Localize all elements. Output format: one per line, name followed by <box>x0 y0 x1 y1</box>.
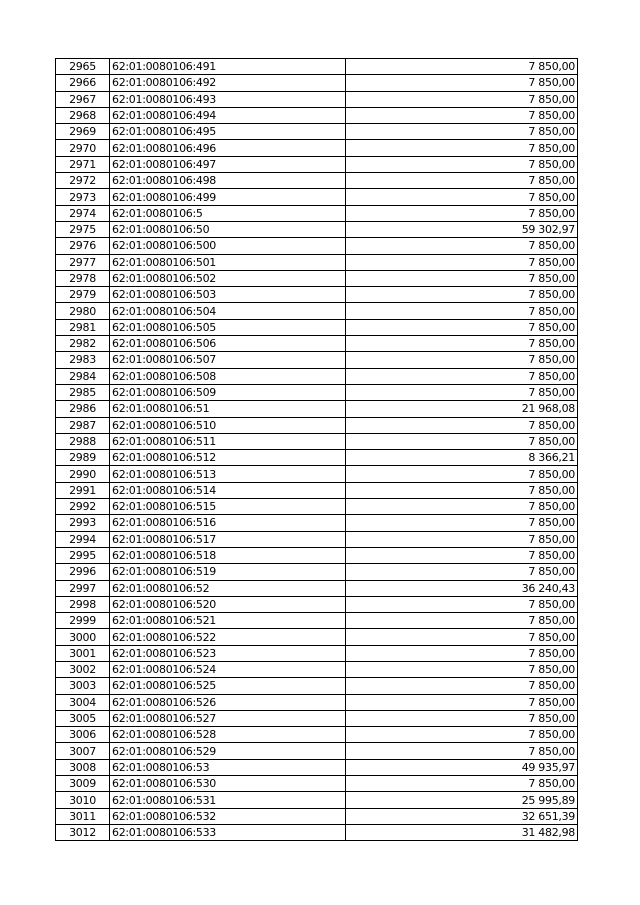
cadastral-number-cell: 62:01:0080106:516 <box>110 515 346 531</box>
cadastral-value-cell: 7 850,00 <box>346 531 578 547</box>
cadastral-value-cell: 7 850,00 <box>346 173 578 189</box>
table-row <box>56 710 578 726</box>
cadastral-number-cell: 62:01:0080106:532 <box>110 808 346 824</box>
cadastral-value-cell: 7 850,00 <box>346 710 578 726</box>
row-number-cell: 2995 <box>56 547 110 563</box>
table-row <box>56 336 578 352</box>
cadastral-value-cell: 7 850,00 <box>346 547 578 563</box>
cadastral-number-cell: 62:01:0080106:533 <box>110 824 346 840</box>
cadastral-value-cell: 7 850,00 <box>346 189 578 205</box>
table-row <box>56 776 578 792</box>
cadastral-value-cell: 7 850,00 <box>346 238 578 254</box>
cadastral-number-cell: 62:01:0080106:514 <box>110 482 346 498</box>
table-row <box>56 759 578 775</box>
table-row <box>56 499 578 515</box>
row-number-cell: 2978 <box>56 270 110 286</box>
table-row <box>56 254 578 270</box>
table-row <box>56 580 578 596</box>
table-row <box>56 221 578 237</box>
table-row <box>56 596 578 612</box>
row-number-cell: 2972 <box>56 173 110 189</box>
cadastral-value-cell: 25 995,89 <box>346 792 578 808</box>
cadastral-number-cell: 62:01:0080106:498 <box>110 173 346 189</box>
document-page <box>55 58 577 841</box>
cadastral-number-cell: 62:01:0080106:505 <box>110 319 346 335</box>
cadastral-number-cell: 62:01:0080106:527 <box>110 710 346 726</box>
row-number-cell: 2985 <box>56 384 110 400</box>
cadastral-value-cell: 7 850,00 <box>346 776 578 792</box>
cadastral-number-cell: 62:01:0080106:526 <box>110 694 346 710</box>
cadastral-number-cell: 62:01:0080106:518 <box>110 547 346 563</box>
table-row <box>56 808 578 824</box>
cadastral-value-cell: 7 850,00 <box>346 270 578 286</box>
row-number-cell: 2979 <box>56 287 110 303</box>
row-number-cell: 3001 <box>56 645 110 661</box>
row-number-cell: 2999 <box>56 613 110 629</box>
cadastral-value-cell: 7 850,00 <box>346 368 578 384</box>
table-row <box>56 547 578 563</box>
table-body <box>56 59 578 841</box>
table-row <box>56 75 578 91</box>
table-row <box>56 91 578 107</box>
table-row <box>56 417 578 433</box>
row-number-cell: 2986 <box>56 401 110 417</box>
row-number-cell: 2971 <box>56 156 110 172</box>
row-number-cell: 2990 <box>56 466 110 482</box>
cadastral-value-cell: 7 850,00 <box>346 727 578 743</box>
cadastral-value-table <box>55 58 578 841</box>
table-row <box>56 645 578 661</box>
table-row <box>56 433 578 449</box>
cadastral-value-cell: 7 850,00 <box>346 743 578 759</box>
cadastral-number-cell: 62:01:0080106:500 <box>110 238 346 254</box>
cadastral-value-cell: 7 850,00 <box>346 124 578 140</box>
table-row <box>56 156 578 172</box>
cadastral-number-cell: 62:01:0080106:499 <box>110 189 346 205</box>
row-number-cell: 2994 <box>56 531 110 547</box>
cadastral-number-cell: 62:01:0080106:504 <box>110 303 346 319</box>
cadastral-value-cell: 7 850,00 <box>346 629 578 645</box>
table-row <box>56 189 578 205</box>
row-number-cell: 3007 <box>56 743 110 759</box>
row-number-cell: 2974 <box>56 205 110 221</box>
row-number-cell: 3002 <box>56 661 110 677</box>
cadastral-number-cell: 62:01:0080106:528 <box>110 727 346 743</box>
cadastral-number-cell: 62:01:0080106:513 <box>110 466 346 482</box>
row-number-cell: 3011 <box>56 808 110 824</box>
cadastral-value-cell: 7 850,00 <box>346 140 578 156</box>
cadastral-value-cell: 7 850,00 <box>346 596 578 612</box>
cadastral-number-cell: 62:01:0080106:510 <box>110 417 346 433</box>
table-row <box>56 384 578 400</box>
cadastral-number-cell: 62:01:0080106:511 <box>110 433 346 449</box>
table-row <box>56 173 578 189</box>
cadastral-value-cell: 31 482,98 <box>346 824 578 840</box>
cadastral-value-cell: 7 850,00 <box>346 254 578 270</box>
cadastral-number-cell: 62:01:0080106:493 <box>110 91 346 107</box>
cadastral-value-cell: 7 850,00 <box>346 482 578 498</box>
row-number-cell: 2997 <box>56 580 110 596</box>
cadastral-value-cell: 7 850,00 <box>346 564 578 580</box>
cadastral-value-cell: 7 850,00 <box>346 515 578 531</box>
cadastral-value-cell: 7 850,00 <box>346 91 578 107</box>
cadastral-number-cell: 62:01:0080106:524 <box>110 661 346 677</box>
table-row <box>56 205 578 221</box>
cadastral-number-cell: 62:01:0080106:531 <box>110 792 346 808</box>
table-row <box>56 743 578 759</box>
row-number-cell: 3000 <box>56 629 110 645</box>
table-row <box>56 352 578 368</box>
cadastral-number-cell: 62:01:0080106:5 <box>110 205 346 221</box>
table-row <box>56 482 578 498</box>
table-row <box>56 678 578 694</box>
cadastral-value-cell: 59 302,97 <box>346 221 578 237</box>
table-row <box>56 287 578 303</box>
cadastral-number-cell: 62:01:0080106:512 <box>110 450 346 466</box>
row-number-cell: 2993 <box>56 515 110 531</box>
cadastral-number-cell: 62:01:0080106:520 <box>110 596 346 612</box>
cadastral-number-cell: 62:01:0080106:53 <box>110 759 346 775</box>
table-row <box>56 450 578 466</box>
row-number-cell: 2998 <box>56 596 110 612</box>
cadastral-value-cell: 7 850,00 <box>346 645 578 661</box>
cadastral-value-cell: 7 850,00 <box>346 499 578 515</box>
cadastral-number-cell: 62:01:0080106:507 <box>110 352 346 368</box>
row-number-cell: 3008 <box>56 759 110 775</box>
cadastral-number-cell: 62:01:0080106:492 <box>110 75 346 91</box>
row-number-cell: 2968 <box>56 107 110 123</box>
cadastral-value-cell: 21 968,08 <box>346 401 578 417</box>
row-number-cell: 3012 <box>56 824 110 840</box>
cadastral-number-cell: 62:01:0080106:52 <box>110 580 346 596</box>
row-number-cell: 2966 <box>56 75 110 91</box>
row-number-cell: 2970 <box>56 140 110 156</box>
cadastral-number-cell: 62:01:0080106:530 <box>110 776 346 792</box>
row-number-cell: 3005 <box>56 710 110 726</box>
cadastral-value-cell: 7 850,00 <box>346 205 578 221</box>
row-number-cell: 3003 <box>56 678 110 694</box>
cadastral-value-cell: 7 850,00 <box>346 303 578 319</box>
row-number-cell: 2965 <box>56 59 110 75</box>
cadastral-value-cell: 7 850,00 <box>346 661 578 677</box>
cadastral-value-cell: 7 850,00 <box>346 156 578 172</box>
row-number-cell: 2996 <box>56 564 110 580</box>
table-row <box>56 303 578 319</box>
table-row <box>56 401 578 417</box>
row-number-cell: 2989 <box>56 450 110 466</box>
row-number-cell: 3004 <box>56 694 110 710</box>
table-row <box>56 107 578 123</box>
row-number-cell: 2976 <box>56 238 110 254</box>
cadastral-value-cell: 7 850,00 <box>346 336 578 352</box>
cadastral-value-cell: 7 850,00 <box>346 433 578 449</box>
row-number-cell: 3006 <box>56 727 110 743</box>
cadastral-number-cell: 62:01:0080106:51 <box>110 401 346 417</box>
table-row <box>56 59 578 75</box>
row-number-cell: 2975 <box>56 221 110 237</box>
cadastral-value-cell: 7 850,00 <box>346 319 578 335</box>
row-number-cell: 2977 <box>56 254 110 270</box>
cadastral-value-cell: 7 850,00 <box>346 417 578 433</box>
table-row <box>56 531 578 547</box>
row-number-cell: 2991 <box>56 482 110 498</box>
table-row <box>56 270 578 286</box>
cadastral-value-cell: 7 850,00 <box>346 352 578 368</box>
row-number-cell: 2983 <box>56 352 110 368</box>
row-number-cell: 2982 <box>56 336 110 352</box>
cadastral-number-cell: 62:01:0080106:517 <box>110 531 346 547</box>
row-number-cell: 2980 <box>56 303 110 319</box>
cadastral-number-cell: 62:01:0080106:508 <box>110 368 346 384</box>
cadastral-value-cell: 8 366,21 <box>346 450 578 466</box>
cadastral-number-cell: 62:01:0080106:523 <box>110 645 346 661</box>
row-number-cell: 2992 <box>56 499 110 515</box>
cadastral-number-cell: 62:01:0080106:515 <box>110 499 346 515</box>
cadastral-value-cell: 7 850,00 <box>346 466 578 482</box>
cadastral-number-cell: 62:01:0080106:502 <box>110 270 346 286</box>
cadastral-number-cell: 62:01:0080106:525 <box>110 678 346 694</box>
cadastral-number-cell: 62:01:0080106:495 <box>110 124 346 140</box>
row-number-cell: 2984 <box>56 368 110 384</box>
table-row <box>56 792 578 808</box>
table-row <box>56 661 578 677</box>
cadastral-value-cell: 7 850,00 <box>346 694 578 710</box>
cadastral-value-cell: 7 850,00 <box>346 59 578 75</box>
cadastral-number-cell: 62:01:0080106:521 <box>110 613 346 629</box>
cadastral-number-cell: 62:01:0080106:503 <box>110 287 346 303</box>
table-row <box>56 727 578 743</box>
row-number-cell: 2973 <box>56 189 110 205</box>
cadastral-value-cell: 49 935,97 <box>346 759 578 775</box>
cadastral-number-cell: 62:01:0080106:529 <box>110 743 346 759</box>
cadastral-value-cell: 7 850,00 <box>346 107 578 123</box>
table-row <box>56 564 578 580</box>
table-row <box>56 515 578 531</box>
table-row <box>56 368 578 384</box>
cadastral-number-cell: 62:01:0080106:496 <box>110 140 346 156</box>
cadastral-number-cell: 62:01:0080106:519 <box>110 564 346 580</box>
table-row <box>56 124 578 140</box>
row-number-cell: 2988 <box>56 433 110 449</box>
cadastral-value-cell: 36 240,43 <box>346 580 578 596</box>
cadastral-value-cell: 7 850,00 <box>346 613 578 629</box>
table-row <box>56 613 578 629</box>
table-row <box>56 466 578 482</box>
table-row <box>56 319 578 335</box>
row-number-cell: 3010 <box>56 792 110 808</box>
table-row <box>56 694 578 710</box>
cadastral-number-cell: 62:01:0080106:509 <box>110 384 346 400</box>
table-row <box>56 629 578 645</box>
cadastral-value-cell: 32 651,39 <box>346 808 578 824</box>
cadastral-number-cell: 62:01:0080106:506 <box>110 336 346 352</box>
row-number-cell: 2987 <box>56 417 110 433</box>
cadastral-value-cell: 7 850,00 <box>346 678 578 694</box>
cadastral-number-cell: 62:01:0080106:497 <box>110 156 346 172</box>
cadastral-number-cell: 62:01:0080106:491 <box>110 59 346 75</box>
cadastral-number-cell: 62:01:0080106:50 <box>110 221 346 237</box>
table-row <box>56 824 578 840</box>
cadastral-number-cell: 62:01:0080106:501 <box>110 254 346 270</box>
row-number-cell: 3009 <box>56 776 110 792</box>
cadastral-value-cell: 7 850,00 <box>346 75 578 91</box>
cadastral-number-cell: 62:01:0080106:494 <box>110 107 346 123</box>
row-number-cell: 2967 <box>56 91 110 107</box>
cadastral-number-cell: 62:01:0080106:522 <box>110 629 346 645</box>
cadastral-value-cell: 7 850,00 <box>346 384 578 400</box>
table-row <box>56 238 578 254</box>
row-number-cell: 2981 <box>56 319 110 335</box>
cadastral-value-cell: 7 850,00 <box>346 287 578 303</box>
table-row <box>56 140 578 156</box>
row-number-cell: 2969 <box>56 124 110 140</box>
